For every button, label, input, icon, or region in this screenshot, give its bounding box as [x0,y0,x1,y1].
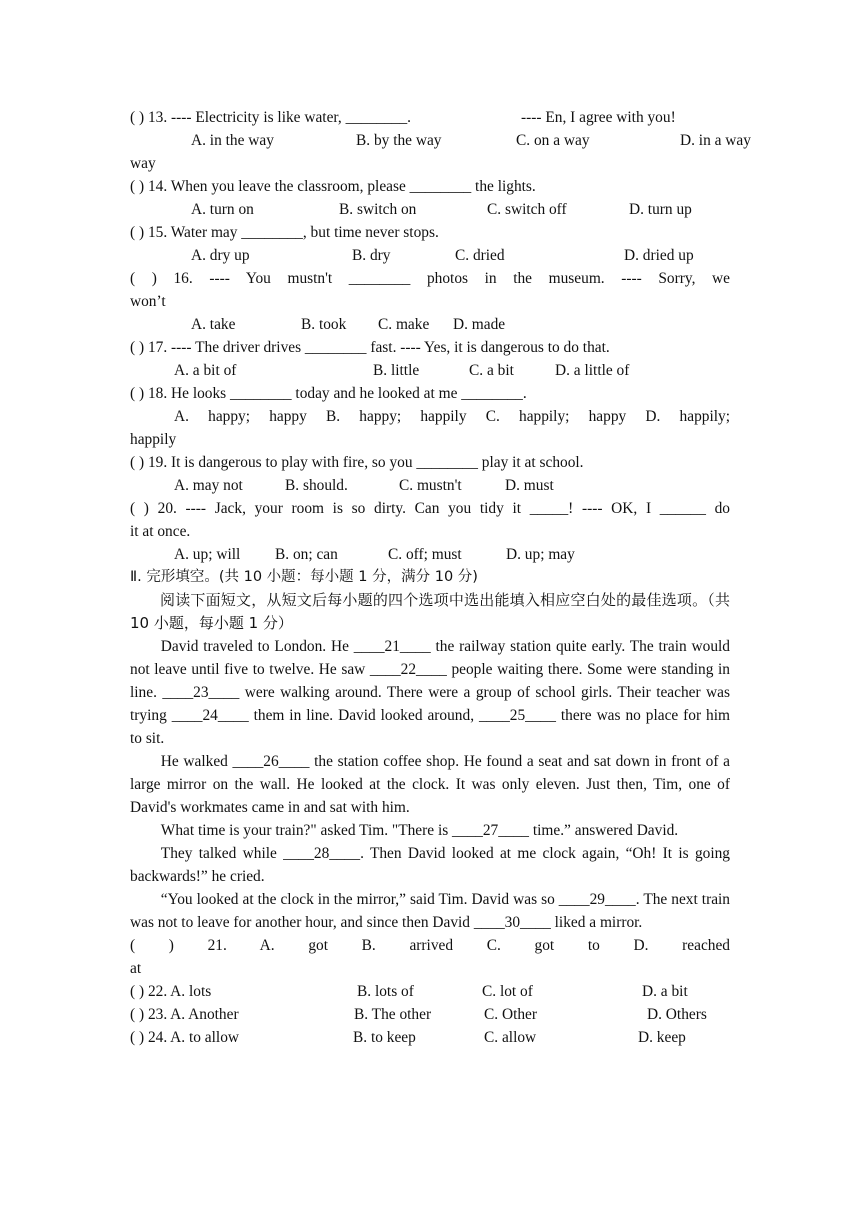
question-20-stem-wrap: it at once. [130,523,191,540]
option-c: C. a bit [469,362,514,379]
option-a: A. up; will [174,546,241,563]
option-a: A. in the way [191,132,274,149]
option-b: B. on; can [275,546,338,563]
question-22 [130,980,730,1003]
question-13-stem [130,106,730,129]
question-15-stem: ( ) 15. Water may ________, but time never stops. [130,224,439,241]
option-b: B. The other [354,1006,432,1023]
passage-paragraph-1: David traveled to London. He ____21____ the railway station quite early. The train would not leave until five to twelve. He saw ____22____ people waiting there. Some were standing in line. ____23____ were walking around. There were a group of school girls. Their teacher was trying ____24____ them in line. David looked around, ____25____ there was no place for him to sit. [130,638,730,747]
question-15-options [130,244,730,267]
passage-paragraph-5: “You looked at the clock in the mirror,” said Tim. David was so ____29____. The next train was not to leave for another hour, and since then David ____30____ liked a mirror. [130,891,730,931]
question-13-reply: ---- En, I agree with you! [521,109,676,126]
option-c: C. Other [484,1006,538,1023]
option-c: C. dried [455,247,505,264]
question-18-options: A. happy; happy B. happy; happily C. happily; happy D. happily; [174,408,730,425]
question-19-stem: ( ) 19. It is dangerous to play with fire, so you ________ play it at school. [130,454,584,471]
question-23-lead: ( ) 23. A. Another [130,1006,239,1023]
question-19-options [130,474,730,497]
option-a: A. turn on [191,201,254,218]
question-17-stem: ( ) 17. ---- The driver drives ________ fast. ---- Yes, it is dangerous to do that. [130,339,610,356]
option-b: B. took [301,316,347,333]
question-13-options [130,129,751,152]
option-b: B. to keep [353,1029,416,1046]
option-a: A. a bit of [174,362,237,379]
question-14-options [130,198,730,221]
question-20-options [130,543,730,566]
option-a: A. may not [174,477,243,494]
option-d: D. turn up [629,201,692,218]
section-2-instruction: 阅读下面短文，从短文后每小题的四个选项中选出能填入相应空白处的最佳选项。（共 10 小题，每小题 1 分） [130,591,730,632]
question-16-stem-wrap: won’t [130,293,166,310]
passage-paragraph-2: He walked ____26____ the station coffee shop. He found a seat and sat down in front of a large mirror on the wall. He looked at the clock. It was only eleven. Just then, Tim, one of David's workmates came in and sat with him. [130,753,730,816]
option-c: C. lot of [482,983,533,1000]
option-c: C. switch off [487,201,567,218]
question-18-stem: ( ) 18. He looks ________ today and he looked at me ________. [130,385,527,402]
question-16-options [130,313,730,336]
question-20-stem: ( ) 20. ---- Jack, your room is so dirty. Can you tidy it _____! ---- OK, I ______ do [130,500,730,517]
option-d: D. dried up [624,247,694,264]
section-2-heading: Ⅱ. 完形填空。(共 10 小题：每小题 1 分，满分 10 分) [130,569,478,585]
question-17-options [130,359,730,382]
option-b: B. switch on [339,201,417,218]
option-c: C. mustn't [399,477,462,494]
question-14-stem: ( ) 14. When you leave the classroom, please ________ the lights. [130,178,536,195]
option-b: B. lots of [357,983,414,1000]
question-23 [130,1003,730,1026]
question-22-lead: ( ) 22. A. lots [130,983,212,1000]
question-21-options-wrap: at [130,960,142,977]
option-a: A. dry up [191,247,250,264]
question-13-wrap: way [130,155,156,172]
question-18-options-wrap: happily [130,431,177,448]
option-b: B. by the way [356,132,442,149]
option-a: A. take [191,316,236,333]
option-c: C. off; must [388,546,462,563]
option-d: D. keep [638,1029,686,1046]
passage-paragraph-3: What time is your train?" asked Tim. "There is ____27____ time.” answered David. [160,822,679,839]
question-21-options: ( ) 21. A. got B. arrived C. got to D. reached [130,937,730,954]
option-b: B. should. [285,477,348,494]
exam-content [130,106,751,1049]
option-d: D. Others [647,1006,707,1023]
option-c: C. on a way [516,132,590,149]
question-24-lead: ( ) 24. A. to allow [130,1029,240,1046]
option-d: D. a little of [555,362,630,379]
option-c: C. allow [484,1029,537,1046]
option-d: D. in a way [680,132,751,149]
passage-paragraph-4: They talked while ____28____. Then David looked at me clock again, “Oh! It is going backwards!” he cried. [130,845,730,885]
option-b: B. dry [352,247,391,264]
option-c: C. make [378,316,430,333]
option-d: D. must [505,477,554,494]
option-b: B. little [373,362,420,379]
question-24 [130,1026,730,1049]
option-d: D. up; may [506,546,575,563]
question-16-stem: ( ) 16. ---- You mustn't ________ photos in the museum. ---- Sorry, we [130,270,730,287]
question-13-lead: ( ) 13. ---- Electricity is like water, ________. [130,109,412,126]
option-d: D. made [453,316,506,333]
option-d: D. a bit [642,983,688,1000]
